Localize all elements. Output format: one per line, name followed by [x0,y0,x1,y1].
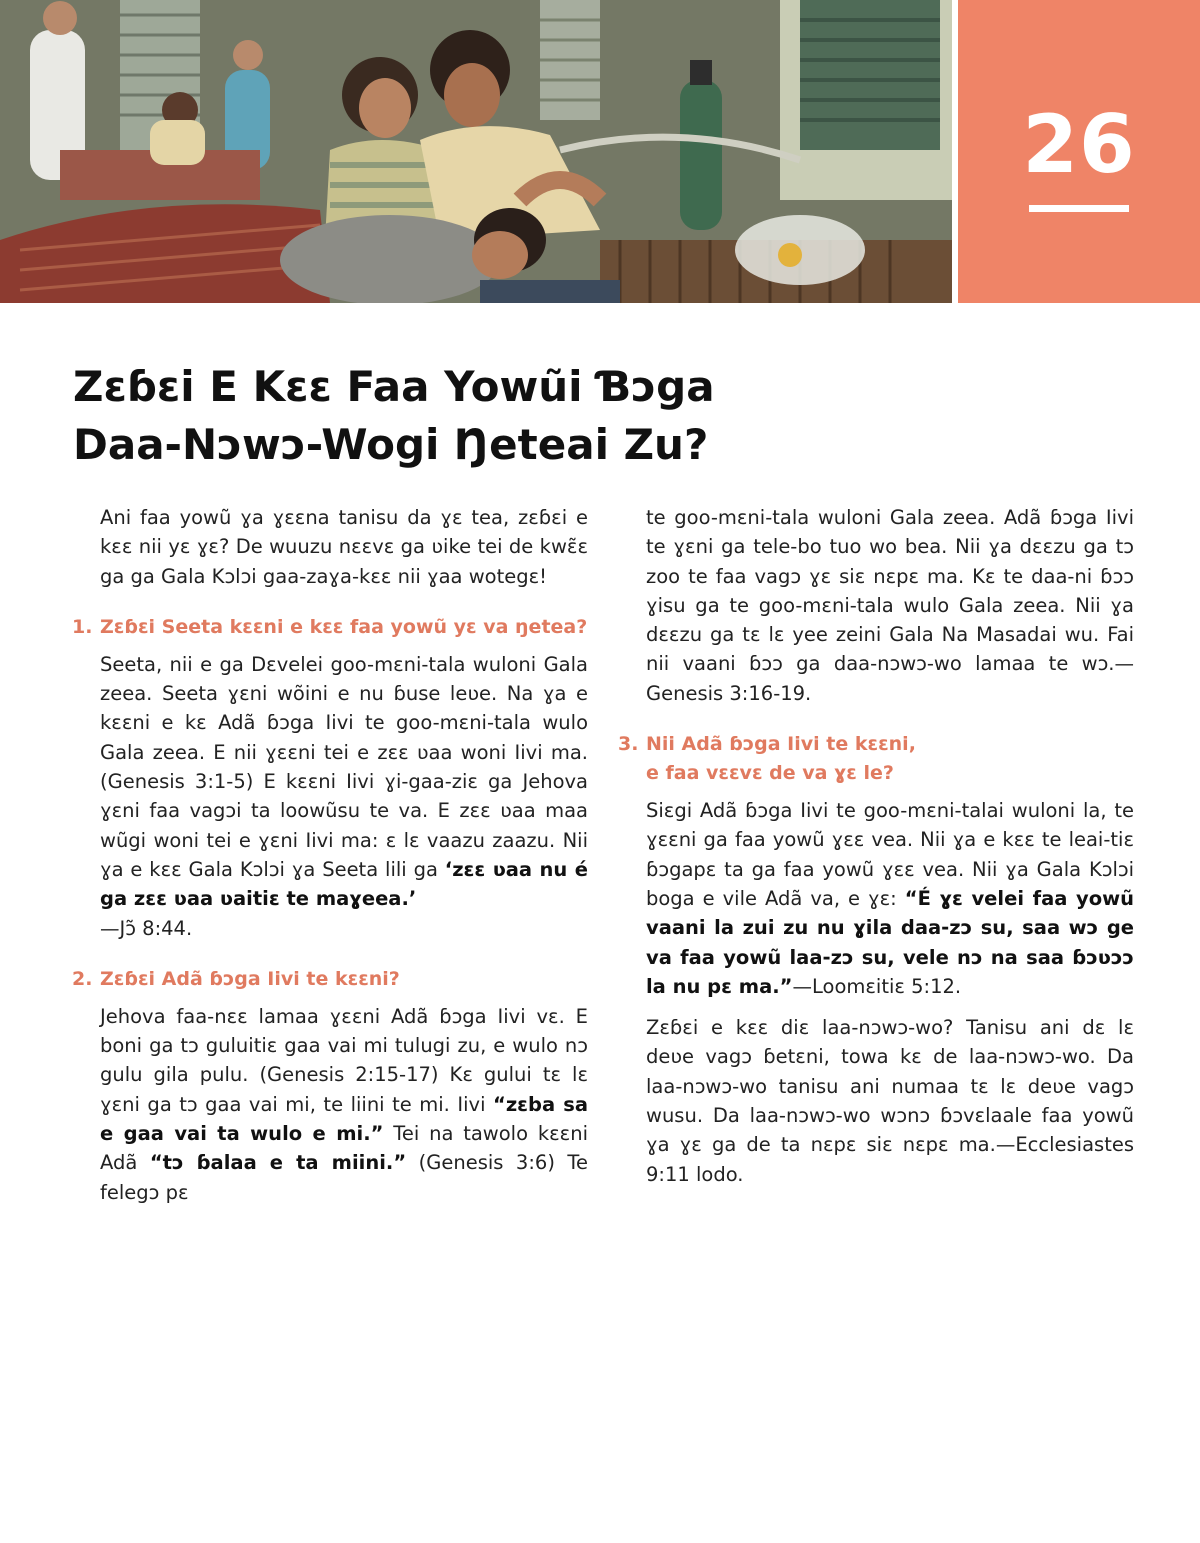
lesson-title [73,358,973,474]
section-3-reference: —Loomɛitiɛ 5:12. [792,974,962,998]
question-2-heading [72,965,588,994]
question-2-number: 2. [72,967,93,990]
lesson-title-line2: Daa-Nɔwɔ-Wogi Ŋeteai Zu? [73,420,709,469]
section-3-bold-quote: “É ɣɛ velei faa yowũ vaani la zui zu nu ɣila daa-zɔ su, saa wɔ ge va faa yowũ laa-zɔ su, vele nɔ na saa ɓɔʋɔɔ la nu pɛ ma.” [646,886,1134,998]
section-2-paragraph [72,1002,588,1207]
section-2-bold-quote-2: “tɔ ɓalaa e ta miini.” [149,1151,407,1175]
question-3-heading [618,730,1134,788]
question-3-number: 3. [618,733,639,756]
section-2-continued-paragraph: te goo-mɛni-tala wuloni Gala zeea. Adã ɓɔga Iivi te ɣɛni ga tele-bo tuo wo bea. Nii ɣa dɛɛzu ga tɔ zoo te faa vagɔ ɣɛ siɛ nɛpɛ ma. Kɛ te daa-ni ɓɔɔ ɣisu ga te goo-mɛni-tala wulo Gala zeea. Nii ɣa dɛɛzu ga tɛ lɛ yee zeini Gala Na Masadai wu. Fai nii vaani ɓɔɔ ga daa-nɔwɔ-wo lamaa te wɔ.—Genesis 3:16-19. [646,506,1134,705]
question-3-text-line1: Nii Adã ɓɔga Iivi te kɛɛni, [646,733,916,756]
question-2-text: Zɛɓɛi Adã ɓɔga Iivi te kɛɛni? [100,967,400,990]
section-2-text-a: Jehova faa-nɛɛ lamaa ɣɛɛni Adã ɓɔga Iivi vɛ. E boni ga tɔ guluitiɛ gaa vai mi tulugi zu, e wulo nɔ gulu gila pulu. (Genesis 2:15-17) Kɛ gului tɛ lɛ ɣɛni ga tɔ gaa vai mi, te liini te mi. Iivi [100,1004,588,1116]
question-1-heading [72,613,588,642]
question-1-text: Zɛɓɛi Seeta kɛɛni e kɛɛ faa yowũ yɛ va ŋetea? [100,615,588,638]
section-1-text: Seeta, nii e ga Dɛvelei goo-mɛni-tala wuloni Gala zeea. Seeta ɣɛni wõini e nu ɓuse leʋe. Na ɣa e kɛɛni e kɛ Adã ɓɔga Iivi te goo-mɛni-tala wulo Gala zeea. E nii ɣɛɛni tei e zɛɛ ʋaa woni Iivi ma. (Genesis 3:1-5) E kɛɛni Iivi ɣi-gaa-ziɛ ga Jehova ɣɛni faa vagɔi ta loowũsu te va. E zɛɛ ʋaa maa wũgi woni tei e ɣɛni Iivi ma: ɛ lɛ vaazu zaazu. Nii ɣa e kɛɛ Gala Kɔlɔi ɣa Seeta lili ga [100,652,588,881]
section-2-text-c: (Genesis 3:6) Te felegɔ pɛ [100,1151,589,1204]
section-1-paragraph [72,650,588,943]
section-3-paragraph-2: Zɛɓɛi e kɛɛ diɛ laa-nɔwɔ-wo? Tanisu ani dɛ lɛ deʋe vagɔ ɓetɛni, towa kɛ de laa-nɔwɔ-wo. Da laa-nɔwɔ-wo tanisu ani numaa tɛ lɛ deʋe vagɔ wusu. Da laa-nɔwɔ-wo wɔnɔ ɓɔvɛlaale faa yowũ ɣa ɣɛ ga de ta nɛpɛ siɛ nɛpɛ ma.—Ecclesiastes 9:11 lodo. [646,1016,1134,1186]
section-1-reference: —Jɔ̃ 8:44. [100,916,193,940]
intro-paragraph: Ani faa yowũ ɣa ɣɛɛna tanisu da ɣɛ tea, zɛɓɛi e kɛɛ nii yɛ ɣɛ? De wuuzu nɛɛvɛ ga ʋike tei de kwɛ̃ɛ ga ga Gala Kɔlɔi gaa-zaɣa-kɛɛ nii ɣaa wotegɛ! [100,506,588,588]
section-3-text: Siɛgi Adã ɓɔga Iivi te goo-mɛni-talai wuloni la, te ɣɛɛni ga faa yowũ ɣɛɛ vea. Nii ɣa e kɛɛ te leai-tiɛ ɓɔgapɛ ta ga faa yowũ ɣɛɛ vea. Nii ɣa Gala Kɔlɔi boga e vile Adã va, e ɣɛ: [646,799,1134,910]
lesson-number-box [958,0,1200,303]
hero-photo [0,0,952,303]
section-1-bold-quote: ‘zɛɛ ʋaa nu é ga zɛɛ ʋaa ʋaitiɛ te maɣeea.’ [100,857,588,911]
section-2-bold-quote-1: “zɛba sa e gaa vai ta wulo e mi.” [100,1092,589,1146]
question-1-number: 1. [72,615,93,638]
question-3-text-line2: e faa vɛɛvɛ de va ɣɛ le? [646,762,894,785]
lesson-title-line1: Zɛɓɛi E Kɛɛ Faa Yowũi Ɓɔga [73,362,715,411]
lesson-number-underline [1029,205,1129,212]
section-2-text-b: Tei na tawolo kɛɛni Adã [100,1122,588,1175]
left-column [72,503,588,1219]
lesson-number: 26 [1022,98,1136,191]
section-3-paragraph-1 [618,796,1134,1001]
right-column [618,503,1134,1201]
